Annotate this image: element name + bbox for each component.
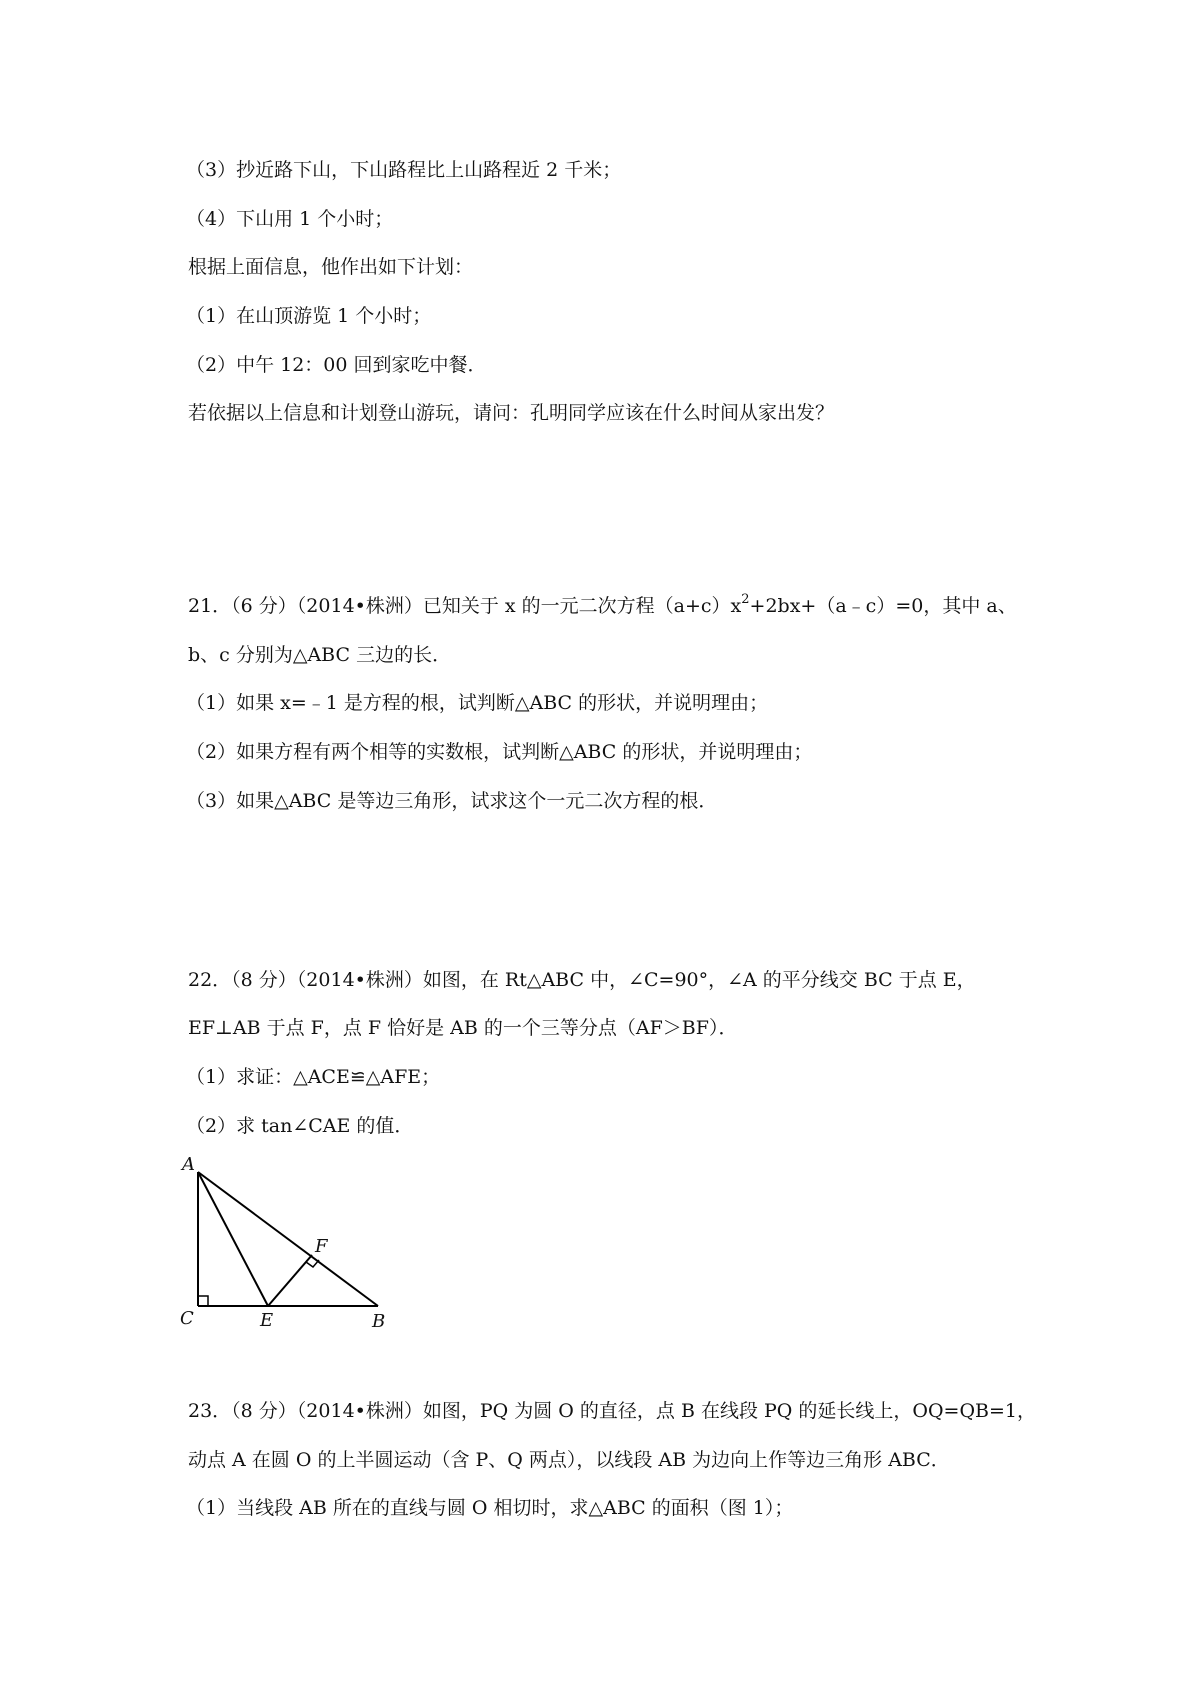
vertex-label-e: E	[260, 1310, 274, 1330]
vertex-label-f: F	[315, 1236, 328, 1257]
q23-part-1: （1）当线段 AB 所在的直线与圆 O 相切时，求△ABC 的面积（图 1）；	[186, 1497, 794, 1519]
triangle-figure	[176, 1148, 406, 1330]
q21-stem-part-b: +2bx+（a﹣c）=0，其中 a、	[749, 595, 1017, 617]
vertex-label-b: B	[372, 1311, 386, 1330]
intro-plan-heading: 根据上面信息，他作出如下计划：	[188, 256, 474, 278]
right-angle-mark-c	[198, 1296, 208, 1306]
intro-question: 若依据以上信息和计划登山游玩，请问：孔明同学应该在什么时间从家出发？	[188, 402, 835, 424]
bisector-ae	[198, 1172, 268, 1306]
q21-part-1: （1）如果 x=﹣1 是方程的根，试判断△ABC 的形状，并说明理由；	[186, 692, 769, 714]
q23-stem-line-2: 动点 A 在圆 O 的上半圆运动（含 P、Q 两点），以线段 AB 为边向上作等边三角形 ABC．	[188, 1449, 950, 1471]
intro-line-4: （4）下山用 1 个小时；	[186, 208, 394, 230]
q21-part-3: （3）如果△ABC 是等边三角形，试求这个一元二次方程的根．	[186, 790, 718, 812]
vertex-label-c: C	[180, 1308, 194, 1329]
q21-stem-line-2: b、c 分别为△ABC 三边的长．	[188, 644, 452, 666]
side-ab	[198, 1172, 378, 1306]
q22-stem-line-2: EF⊥AB 于点 F，点 F 恰好是 AB 的一个三等分点（AF＞BF）．	[188, 1017, 738, 1039]
vertex-label-a: A	[182, 1154, 195, 1175]
intro-plan-2: （2）中午 12：00 回到家吃中餐．	[186, 354, 487, 376]
q21-stem-line-1	[188, 591, 1017, 618]
q21-exponent: 2	[741, 591, 750, 607]
q23-stem-line-1: 23．（8 分）（2014•株洲）如图，PQ 为圆 O 的直径，点 B 在线段 PQ 的延长线上，OQ=QB=1，	[188, 1400, 1037, 1422]
q21-part-2: （2）如果方程有两个相等的实数根，试判断△ABC 的形状，并说明理由；	[186, 741, 813, 763]
segment-ef	[268, 1255, 312, 1306]
q22-part-1: （1）求证：△ACE≌△AFE；	[186, 1066, 441, 1088]
intro-plan-1: （1）在山顶游览 1 个小时；	[186, 305, 432, 327]
intro-line-3: （3）抄近路下山，下山路程比上山路程近 2 千米；	[186, 159, 622, 181]
q22-part-2: （2）求 tan∠CAE 的值．	[186, 1115, 414, 1137]
q21-stem-part-a: 21．（6 分）（2014•株洲）已知关于 x 的一元二次方程（a+c）x	[188, 595, 742, 617]
q22-stem-line-1: 22．（8 分）（2014•株洲）如图，在 Rt△ABC 中，∠C=90°，∠A 的平分线交 BC 于点 E，	[188, 969, 976, 991]
